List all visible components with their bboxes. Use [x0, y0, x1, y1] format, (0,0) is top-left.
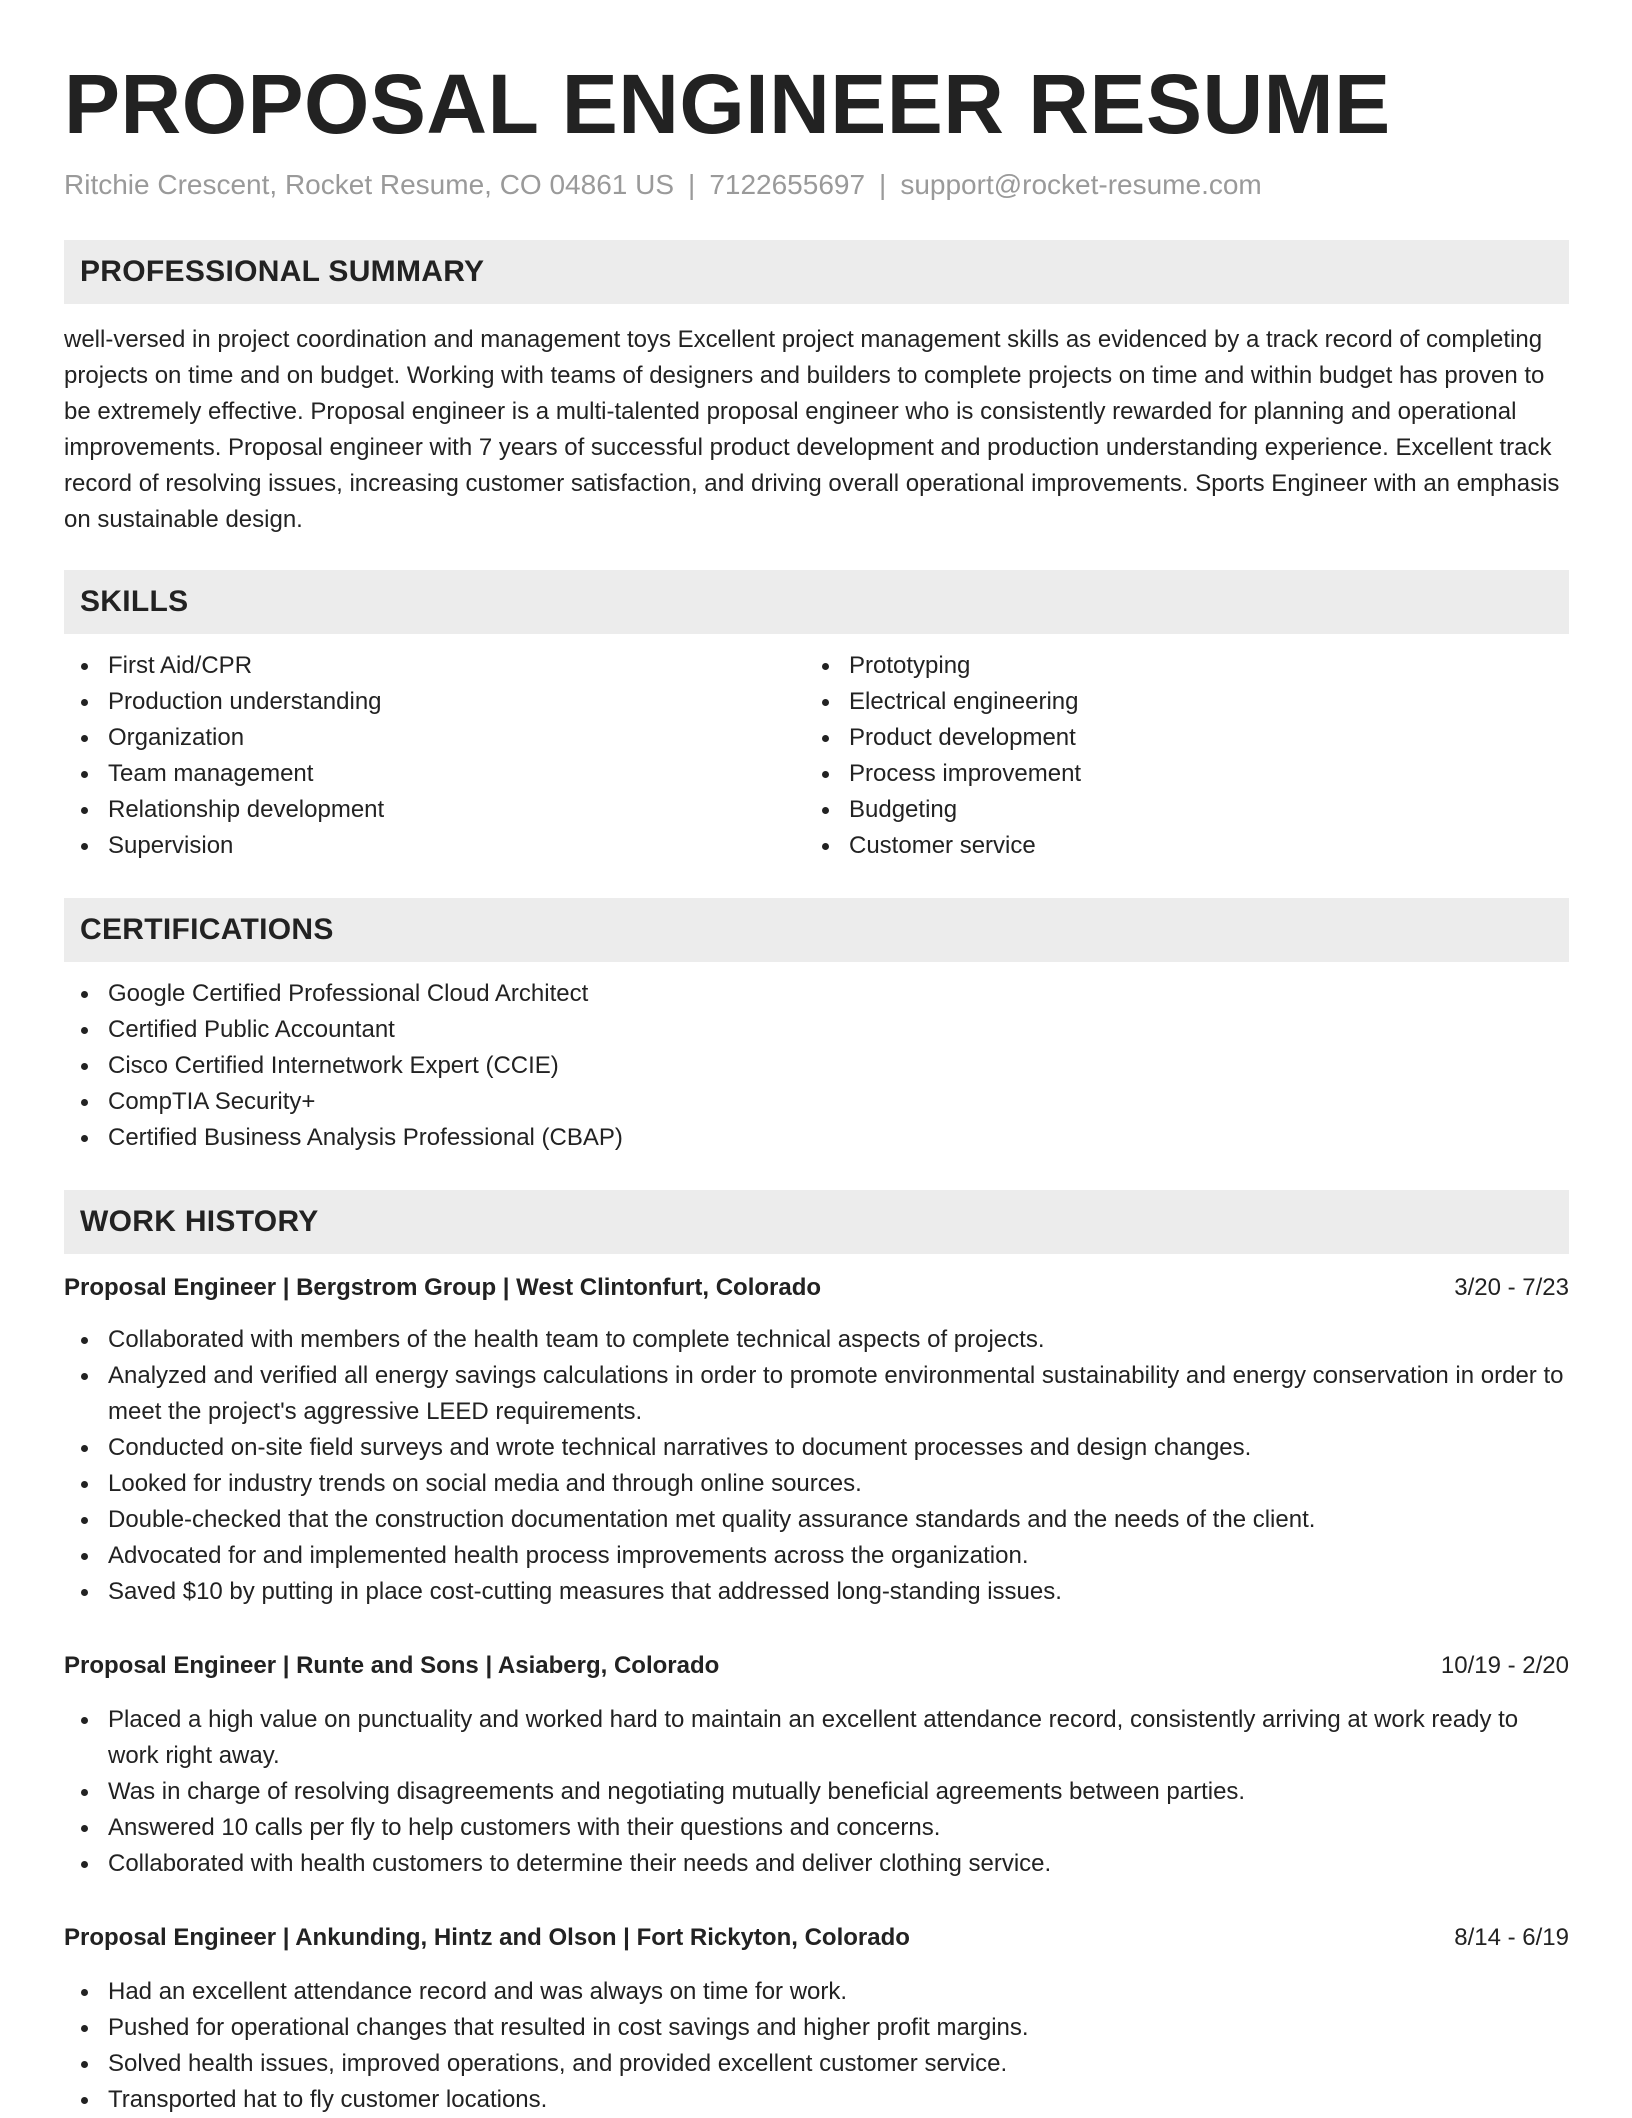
- job-header: [64, 1270, 1569, 1306]
- job-bullet: Was in charge of resolving disagreements and negotiating mutually beneficial agreements between parties.: [64, 1774, 1569, 1810]
- skill-item: Budgeting: [805, 792, 1546, 828]
- job-dates: 10/19 - 2/20: [1440, 1652, 1569, 1679]
- job-header: [64, 1648, 1569, 1684]
- job-bullet: Had an excellent attendance record and was always on time for work.: [64, 1974, 1569, 2010]
- skill-item: Electrical engineering: [805, 684, 1546, 720]
- job-title: Proposal Engineer | Bergstrom Group | West Clintonfurt, Colorado: [64, 1274, 822, 1301]
- skill-item: Team management: [64, 756, 805, 792]
- contact-phone: 7122655697: [709, 169, 866, 200]
- job-header: [64, 1920, 1569, 1956]
- job-entry: [64, 1270, 1569, 1610]
- certifications-list: [64, 976, 1569, 1156]
- work-history-heading: WORK HISTORY: [80, 1205, 319, 1238]
- job-bullet: Pushed for operational changes that resulted in cost savings and higher profit margins.: [64, 2010, 1569, 2046]
- certification-item: Google Certified Professional Cloud Architect: [64, 976, 1569, 1012]
- job-bullet: Transported hat to fly customer locations.: [64, 2082, 1569, 2118]
- skills-list-left: [64, 648, 805, 864]
- skill-item: Prototyping: [805, 648, 1546, 684]
- skill-item: Production understanding: [64, 684, 805, 720]
- job-entry: [64, 1920, 1569, 2118]
- skills-heading: SKILLS: [80, 585, 189, 618]
- job-bullets: [64, 1702, 1569, 1882]
- contact-address: Ritchie Crescent, Rocket Resume, CO 04861 US: [64, 169, 675, 200]
- skills-section-header: [64, 570, 1569, 634]
- contact-separator: |: [879, 169, 887, 200]
- job-bullet: Collaborated with health customers to determine their needs and deliver clothing service.: [64, 1846, 1569, 1882]
- skill-item: Organization: [64, 720, 805, 756]
- job-bullet: Placed a high value on punctuality and worked hard to maintain an excellent attendance record, consistently arriving at work ready to work right away.: [64, 1702, 1569, 1774]
- certification-item: Certified Public Accountant: [64, 1012, 1569, 1048]
- summary-text: well-versed in project coordination and management toys Excellent project management skills as evidenced by a track record of completing projects on time and on budget. Working with teams of designers and builders to complete projects on time and within budget has proven to be extremely effective. Proposal engineer is a multi-talented proposal engineer who is consistently rewarded for planning and operational improvements. Proposal engineer with 7 years of successful product development and production understanding experience. Excellent track record of resolving issues, increasing customer satisfaction, and driving overall operational improvements. Sports Engineer with an emphasis on sustainable design.: [64, 326, 1560, 533]
- skill-item: Relationship development: [64, 792, 805, 828]
- skill-item: First Aid/CPR: [64, 648, 805, 684]
- job-bullets: [64, 1322, 1569, 1610]
- skill-item: Customer service: [805, 828, 1546, 864]
- contact-separator: |: [688, 169, 696, 200]
- resume-page: [64, 56, 1569, 2118]
- skills-list-right: [805, 648, 1546, 864]
- job-bullet: Analyzed and verified all energy savings calculations in order to promote environmental sustainability and energy conservation in order to meet the project's aggressive LEED requirements.: [64, 1358, 1569, 1430]
- certification-item: Cisco Certified Internetwork Expert (CCIE): [64, 1048, 1569, 1084]
- job-dates: 8/14 - 6/19: [1454, 1924, 1569, 1951]
- skill-item: Supervision: [64, 828, 805, 864]
- job-bullet: Double-checked that the construction documentation met quality assurance standards and the needs of the client.: [64, 1502, 1569, 1538]
- certification-item: Certified Business Analysis Professional (CBAP): [64, 1120, 1569, 1156]
- skill-item: Product development: [805, 720, 1546, 756]
- job-title: Proposal Engineer | Ankunding, Hintz and Olson | Fort Rickyton, Colorado: [64, 1924, 910, 1951]
- certification-item: CompTIA Security+: [64, 1084, 1569, 1120]
- contact-line: [64, 168, 1569, 202]
- job-bullet: Saved $10 by putting in place cost-cutting measures that addressed long-standing issues.: [64, 1574, 1569, 1610]
- summary-heading: PROFESSIONAL SUMMARY: [80, 255, 485, 288]
- job-bullet: Advocated for and implemented health process improvements across the organization.: [64, 1538, 1569, 1574]
- job-bullet: Looked for industry trends on social media and through online sources.: [64, 1466, 1569, 1502]
- job-bullet: Collaborated with members of the health team to complete technical aspects of projects.: [64, 1322, 1569, 1358]
- certifications-section-header: [64, 898, 1569, 962]
- summary-section-header: [64, 240, 1569, 304]
- skill-item: Process improvement: [805, 756, 1546, 792]
- skills-grid: [64, 648, 1569, 864]
- contact-email: support@rocket-resume.com: [900, 169, 1262, 200]
- work-history-section-header: [64, 1190, 1569, 1254]
- job-bullet: Answered 10 calls per fly to help customers with their questions and concerns.: [64, 1810, 1569, 1846]
- job-bullets: [64, 1974, 1569, 2118]
- certifications-heading: CERTIFICATIONS: [80, 913, 334, 946]
- job-dates: 3/20 - 7/23: [1454, 1274, 1569, 1301]
- job-bullet: Solved health issues, improved operations, and provided excellent customer service.: [64, 2046, 1569, 2082]
- job-title: Proposal Engineer | Runte and Sons | Asiaberg, Colorado: [64, 1652, 720, 1679]
- job-entry: [64, 1648, 1569, 1882]
- job-bullet: Conducted on-site field surveys and wrote technical narratives to document processes and design changes.: [64, 1430, 1569, 1466]
- resume-title: PROPOSAL ENGINEER RESUME: [64, 57, 1391, 151]
